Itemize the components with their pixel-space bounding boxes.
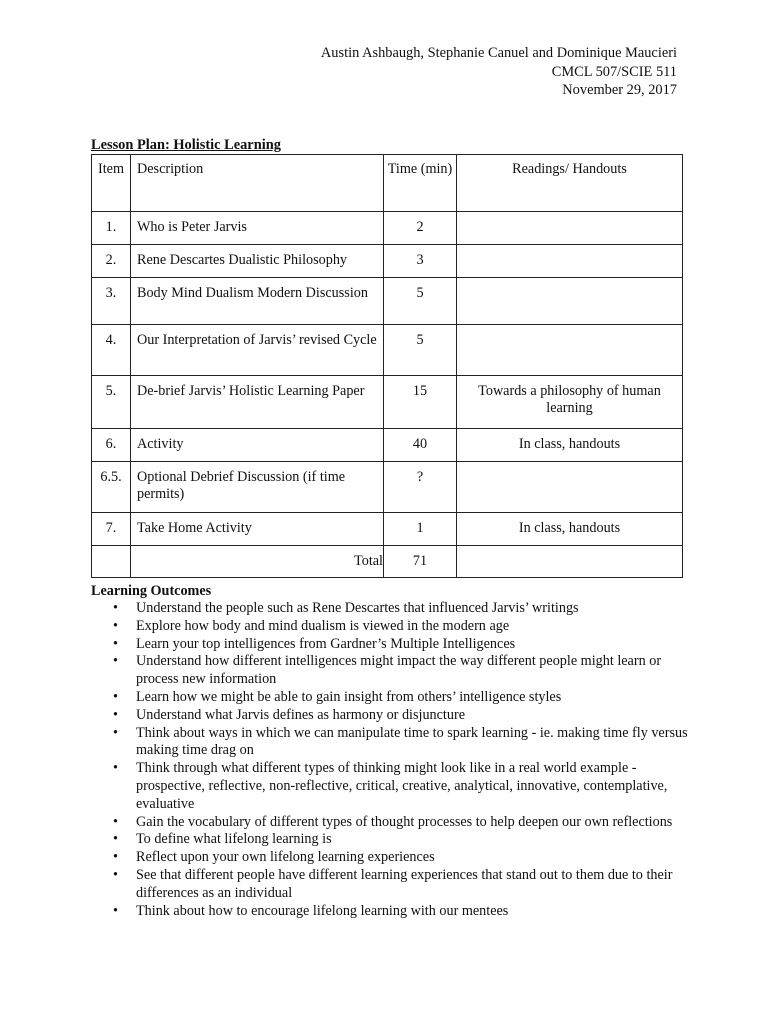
list-item [91, 600, 691, 618]
item-number: 5. [92, 376, 131, 429]
bullet-icon: • [113, 706, 118, 723]
outcome-text: Explore how body and mind dualism is viewed in the modern age [136, 617, 510, 634]
table-row [92, 513, 683, 546]
outcome-text: Gain the vocabulary of different types of thought processes to help deepen our own reflections [136, 813, 673, 830]
list-item [91, 618, 691, 636]
item-readings: In class, handouts [457, 429, 683, 462]
total-label: Total [131, 546, 384, 578]
bullet-icon: • [113, 653, 118, 670]
item-description: Optional Debrief Discussion (if time permits) [131, 462, 384, 513]
document-header [321, 44, 677, 100]
item-description: Body Mind Dualism Modern Discussion [131, 278, 384, 325]
item-time: 2 [384, 212, 457, 245]
item-description: Who is Peter Jarvis [131, 212, 384, 245]
list-item [91, 831, 691, 849]
item-time: 5 [384, 278, 457, 325]
list-item [91, 636, 691, 654]
item-readings: In class, handouts [457, 513, 683, 546]
item-description: Take Home Activity [131, 513, 384, 546]
item-readings: Towards a philosophy of human learning [457, 376, 683, 429]
bullet-icon: • [113, 849, 118, 866]
bullet-icon: • [113, 902, 118, 919]
list-item [91, 814, 691, 832]
table-row [92, 212, 683, 245]
lesson-plan-title: Lesson Plan: Holistic Learning [91, 137, 281, 153]
table-spacer [92, 546, 131, 578]
item-readings [457, 325, 683, 376]
item-number: 6. [92, 429, 131, 462]
column-header-readings: Readings/ Handouts [457, 155, 683, 212]
table-row [92, 429, 683, 462]
item-time: ? [384, 462, 457, 513]
item-readings [457, 462, 683, 513]
outcome-text: Understand how different intelligences might impact the way different people might learn or process new information [136, 653, 662, 688]
item-number: 2. [92, 245, 131, 278]
table-row [92, 462, 683, 513]
item-number: 7. [92, 513, 131, 546]
item-time: 3 [384, 245, 457, 278]
item-time: 15 [384, 376, 457, 429]
table-row [92, 325, 683, 376]
outcome-text: Think about how to encourage lifelong learning with our mentees [136, 902, 509, 919]
list-item [91, 707, 691, 725]
bullet-icon: • [113, 831, 118, 848]
bullet-icon: • [113, 635, 118, 652]
outcome-text: Think through what different types of thinking might look like in a real world example - prospective, reflective, non-reflective, critical, creative, analytical, innovative, contemplative, evaluative [136, 760, 668, 812]
list-item [91, 653, 691, 689]
column-header-time: Time (min) [384, 155, 457, 212]
list-item [91, 867, 691, 903]
item-number: 4. [92, 325, 131, 376]
course-code: CMCL 507/SCIE 511 [551, 63, 677, 80]
bullet-icon: • [113, 688, 118, 705]
list-item [91, 903, 691, 921]
item-number: 3. [92, 278, 131, 325]
document-date: November 29, 2017 [562, 82, 677, 98]
outcome-text: Reflect upon your own lifelong learning experiences [136, 849, 435, 866]
outcome-text: Understand what Jarvis defines as harmony or disjuncture [136, 706, 465, 723]
item-number: 1. [92, 212, 131, 245]
column-header-item: Item [92, 155, 131, 212]
outcome-text: See that different people have different learning experiences that stand out to them due to their differences as an individual [136, 866, 673, 901]
bullet-icon: • [113, 724, 118, 741]
total-row [92, 546, 683, 578]
bullet-icon: • [113, 760, 118, 777]
outcome-text: Learn your top intelligences from Gardner’s Multiple Intelligences [136, 635, 516, 652]
item-time: 1 [384, 513, 457, 546]
column-header-description: Description [131, 155, 384, 212]
table-row [92, 278, 683, 325]
item-description: Our Interpretation of Jarvis’ revised Cycle [131, 325, 384, 376]
table-header-row [92, 155, 683, 212]
outcome-text: To define what lifelong learning is [136, 831, 332, 848]
lesson-plan-table [91, 154, 683, 578]
item-time: 40 [384, 429, 457, 462]
list-item [91, 689, 691, 707]
item-readings [457, 245, 683, 278]
learning-outcomes-title: Learning Outcomes [91, 583, 212, 599]
bullet-icon: • [113, 866, 118, 883]
bullet-icon: • [113, 600, 118, 616]
learning-outcomes-list [91, 600, 691, 920]
item-time: 5 [384, 325, 457, 376]
list-item [91, 760, 691, 813]
bullet-icon: • [113, 617, 118, 634]
item-number: 6.5. [92, 462, 131, 513]
table-spacer [457, 546, 683, 578]
outcome-text: Understand the people such as Rene Descartes that influenced Jarvis’ writings [136, 600, 579, 616]
bullet-icon: • [113, 813, 118, 830]
list-item [91, 725, 691, 761]
item-description: Activity [131, 429, 384, 462]
outcome-text: Think about ways in which we can manipulate time to spark learning - ie. making time fly versus making time drag on [136, 724, 688, 759]
table-row [92, 245, 683, 278]
list-item [91, 849, 691, 867]
outcome-text: Learn how we might be able to gain insight from others’ intelligence styles [136, 688, 562, 705]
item-readings [457, 278, 683, 325]
item-description: De-brief Jarvis’ Holistic Learning Paper [131, 376, 384, 429]
table-row [92, 376, 683, 429]
item-description: Rene Descartes Dualistic Philosophy [131, 245, 384, 278]
item-readings [457, 212, 683, 245]
total-value: 71 [384, 546, 457, 578]
authors-line: Austin Ashbaugh, Stephanie Canuel and Dominique Maucieri [320, 45, 677, 61]
